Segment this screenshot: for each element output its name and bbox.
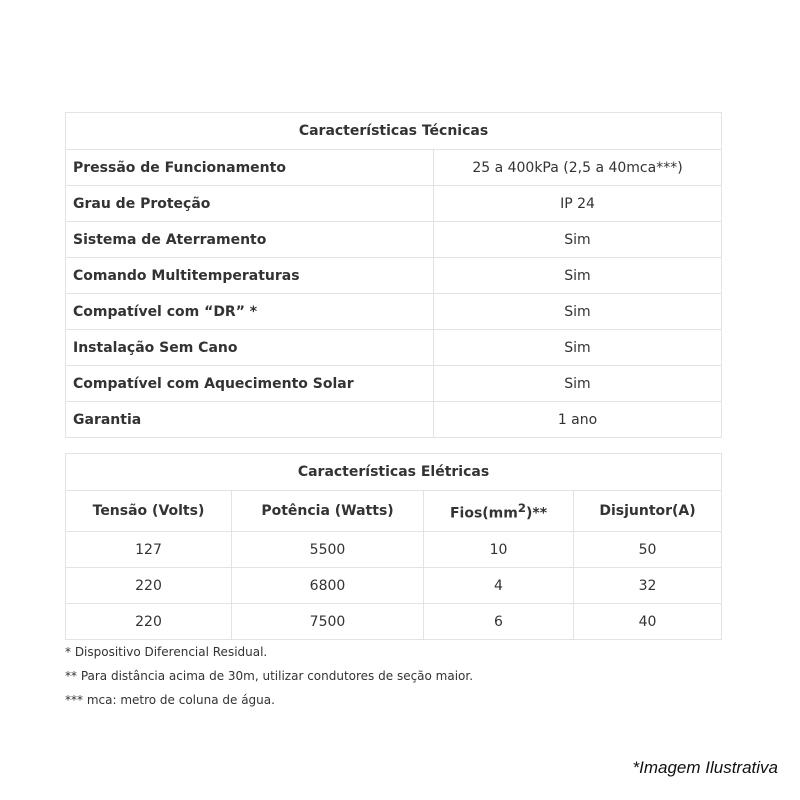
technical-specs-title: Características Técnicas (66, 113, 722, 150)
footnote-mca: *** mca: metro de coluna de água. (65, 693, 275, 707)
table-title-row (66, 454, 722, 491)
header-potencia: Potência (Watts) (232, 491, 424, 532)
table-row (66, 330, 722, 366)
spec-value: Sim (434, 294, 722, 330)
cell-disjuntor: 40 (574, 604, 722, 640)
spec-name: Sistema de Aterramento (66, 222, 434, 258)
spec-value: Sim (434, 258, 722, 294)
table-row (66, 258, 722, 294)
spec-value: Sim (434, 330, 722, 366)
illustrative-image-note: *Imagem Ilustrativa (632, 758, 778, 777)
footnote-dr: * Dispositivo Diferencial Residual. (65, 645, 268, 659)
spec-value: IP 24 (434, 186, 722, 222)
cell-potencia: 6800 (232, 568, 424, 604)
header-fios-prefix: Fios(mm (449, 505, 518, 522)
footnote-distance: ** Para distância acima de 30m, utilizar condutores de seção maior. (65, 669, 474, 683)
electrical-specs-table (65, 453, 722, 640)
spec-name: Compatível com “DR” * (66, 294, 434, 330)
table-row (66, 222, 722, 258)
spec-name: Comando Multitemperaturas (66, 258, 434, 294)
electrical-specs-title: Características Elétricas (66, 454, 722, 491)
header-fios (424, 491, 574, 532)
spec-name: Instalação Sem Cano (66, 330, 434, 366)
header-disjuntor: Disjuntor(A) (574, 491, 722, 532)
spec-name: Compatível com Aquecimento Solar (66, 366, 434, 402)
spec-value: 1 ano (434, 402, 722, 438)
cell-potencia: 5500 (232, 532, 424, 568)
spec-name: Grau de Proteção (66, 186, 434, 222)
cell-fios: 6 (424, 604, 574, 640)
cell-potencia: 7500 (232, 604, 424, 640)
cell-tensao: 220 (66, 568, 232, 604)
table-header-row (66, 491, 722, 532)
spec-value: 25 a 400kPa (2,5 a 40mca***) (434, 150, 722, 186)
cell-tensao: 220 (66, 604, 232, 640)
table-row (66, 294, 722, 330)
spec-name: Garantia (66, 402, 434, 438)
spec-name: Pressão de Funcionamento (66, 150, 434, 186)
cell-disjuntor: 32 (574, 568, 722, 604)
table-row (66, 402, 722, 438)
cell-fios: 10 (424, 532, 574, 568)
table-row (66, 150, 722, 186)
table-row (66, 186, 722, 222)
table-title-row (66, 113, 722, 150)
technical-specs-table (65, 112, 722, 438)
footnotes (65, 640, 473, 712)
table-row (66, 604, 722, 640)
header-tensao: Tensão (Volts) (66, 491, 232, 532)
cell-tensao: 127 (66, 532, 232, 568)
cell-fios: 4 (424, 568, 574, 604)
table-row (66, 532, 722, 568)
header-fios-suffix: )** (525, 505, 548, 522)
cell-disjuntor: 50 (574, 532, 722, 568)
table-row (66, 568, 722, 604)
header-fios-superscript: 2 (517, 500, 526, 515)
spec-value: Sim (434, 366, 722, 402)
spec-value: Sim (434, 222, 722, 258)
table-row (66, 366, 722, 402)
